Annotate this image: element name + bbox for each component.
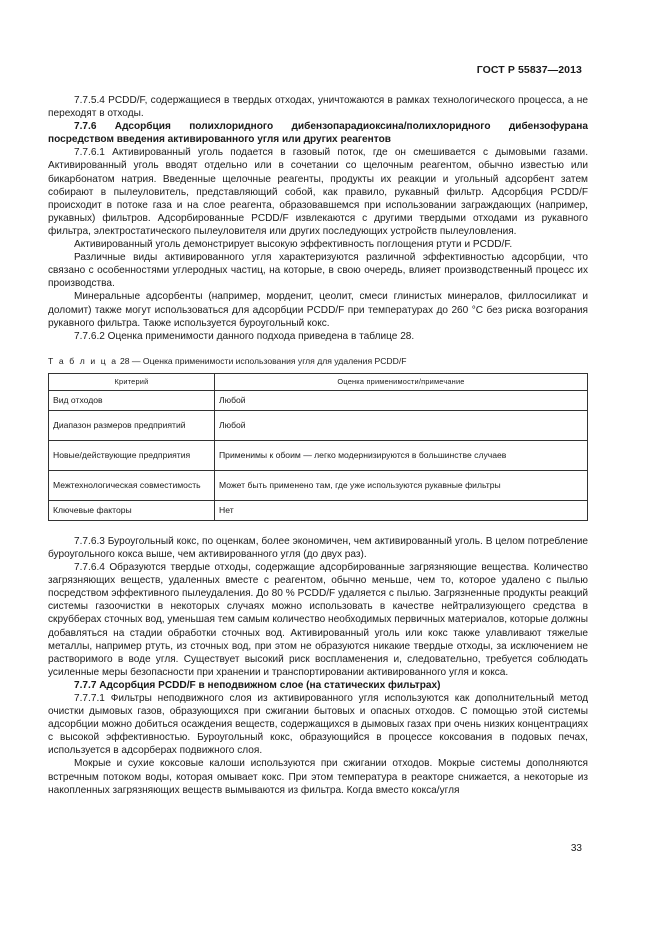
paragraph: 7.7.6.4 Образуются твердые отходы, содержащие адсорбированные загрязняющие вещества. Количество загрязняющих веществ, удаленных вместе с реагентом, обычно меньше, чем то, которое удалено с пылью посредством эффективного пылеудаления. До 80 % PCDD/F удаляется с пылью. Загрязненные продукты реакций системы газоочистки в некоторых случаях можно использовать в качестве нейтрализующего средства в скрубберах сточных вод, уменьшая тем самым количество необходимых первичных материалов, которые должны добавляться на стадии обработки сточных вод. Активированный уголь или кокс также улавливают тяжелые металлы, например ртуть, из сточных вод, при этом не образуются никакие твердые отходы, за исключением не растворимого в воде угля. Существует высокий риск воспламенения и, следовательно, требуется соблюдать усиленные меры безопасности при хранении и транспортировании активированного угля и кокса. xyxy=(48,562,588,678)
table-header-assessment: Оценка применимости/примечание xyxy=(215,373,588,390)
table-cell-assessment: Нет xyxy=(215,500,588,520)
applicability-table xyxy=(48,373,588,521)
table-caption-prefix: Т а б л и ц а xyxy=(48,355,118,366)
table-caption-text: 28 — Оценка применимости использования угля для удаления PCDD/F xyxy=(117,355,407,366)
table-header-criterion: Критерий xyxy=(49,373,215,390)
paragraph: 7.7.6.2 Оценка применимости данного подхода приведена в таблице 28. xyxy=(74,330,415,342)
table-caption xyxy=(48,355,588,368)
table-cell-criterion: Диапазон размеров предприятий xyxy=(49,410,215,440)
table-header-row xyxy=(49,373,588,390)
paragraph: 7.7.5.4 PCDD/F, содержащиеся в твердых отходах, уничтожаются в рамках технологического процесса, а не переходят в отходы. xyxy=(48,95,588,120)
text-block-top xyxy=(48,94,588,343)
table-cell-criterion: Новые/действующие предприятия xyxy=(49,440,215,470)
table-cell-assessment: Любой xyxy=(215,410,588,440)
paragraph: Различные виды активированного угля характеризуются различной эффективностью адсорбции, что связано с особенностями углеродных частиц, на которые, в свою очередь, влияет производственный процесс их производства. xyxy=(48,252,588,290)
table-cell-criterion: Ключевые факторы xyxy=(49,500,215,520)
page-content xyxy=(48,94,588,797)
section-heading: 7.7.6 Адсорбция полихлоридного дибензопарадиоксина/полихлоридного дибензофурана посредством введения активированного угля или других реагентов xyxy=(48,121,588,146)
table-cell-assessment: Применимы к обоим — легко модернизируются в большинстве случаев xyxy=(215,440,588,470)
paragraph: 7.7.7.1 Фильтры неподвижного слоя из активированного угля используются как дополнительный метод очистки дымовых газов, образующихся при сжигании бытовых и опасных отходов. С помощью этой системы адсорбции можно добиться осаждения веществ, содержащихся в дымовых газах при очень низких концентрациях с высокой эффективностью. Буроугольный кокс, образующийся в процессе коксования в подовых печах, используется в адсорберах подвижного слоя. xyxy=(48,693,588,757)
table-cell-assessment: Любой xyxy=(215,390,588,410)
table-row xyxy=(49,500,588,520)
table-cell-criterion: Вид отходов xyxy=(49,390,215,410)
table-row xyxy=(49,410,588,440)
table-cell-criterion: Межтехнологическая совместимость xyxy=(49,470,215,500)
table-cell-assessment: Может быть применено там, где уже используются рукавные фильтры xyxy=(215,470,588,500)
text-block-bottom xyxy=(48,535,588,797)
table-row xyxy=(49,390,588,410)
paragraph: Мокрые и сухие коксовые калоши используются при сжигании отходов. Мокрые системы дополняются встречным потоком воды, которая омывает кокс. При этом температура в реакторе снижается, а некоторые из накопленных загрязняющих веществ вымываются из фильтра. Когда вместо кокса/угля xyxy=(48,758,588,796)
paragraph: Минеральные адсорбенты (например, морденит, цеолит, смеси глинистых минералов, филлосиликат и доломит) также могут использоваться для адсорбции PCDD/F при температурах до 260 °С без риска возгорания рукавного фильтра. Также используется буроугольный кокс. xyxy=(48,291,588,329)
section-heading: 7.7.7 Адсорбция PCDD/F в неподвижном слое (на статических фильтрах) xyxy=(74,679,441,691)
paragraph: 7.7.6.3 Буроугольный кокс, по оценкам, более экономичен, чем активированный уголь. В целом потребление буроугольного кокса выше, чем активированного угля (до двух раз). xyxy=(48,535,588,560)
table-row xyxy=(49,470,588,500)
page-number: 33 xyxy=(570,843,582,854)
paragraph: 7.7.6.1 Активированный уголь подается в газовый поток, где он смешивается с дымовыми газами. Активированный уголь вводят отдельно или в сочетании со щелочным реагентом, обычно известью или бикарбонатом натрия. Введенные щелочные реагенты, продукты их реакции и угольный адсорбент затем собирают в пылеуловитель, представляющий собой, как правило, рукавный фильтр. Адсорбция PCDD/F происходит в потоке газа и на слое реагента, образовавшемся при использовании заграждающих (например, рукавных) фильтров. Адсорбированные PCDD/F извлекаются с другими твердыми отходами из рукавного фильтра, электростатического пылеуловителя или других последующих устройств пылеуловления. xyxy=(48,147,588,237)
standard-header: ГОСТ Р 55837—2013 xyxy=(476,64,582,76)
table-row xyxy=(49,440,588,470)
paragraph: Активированный уголь демонстрирует высокую эффективность поглощения ртути и PCDD/F. xyxy=(74,239,513,251)
